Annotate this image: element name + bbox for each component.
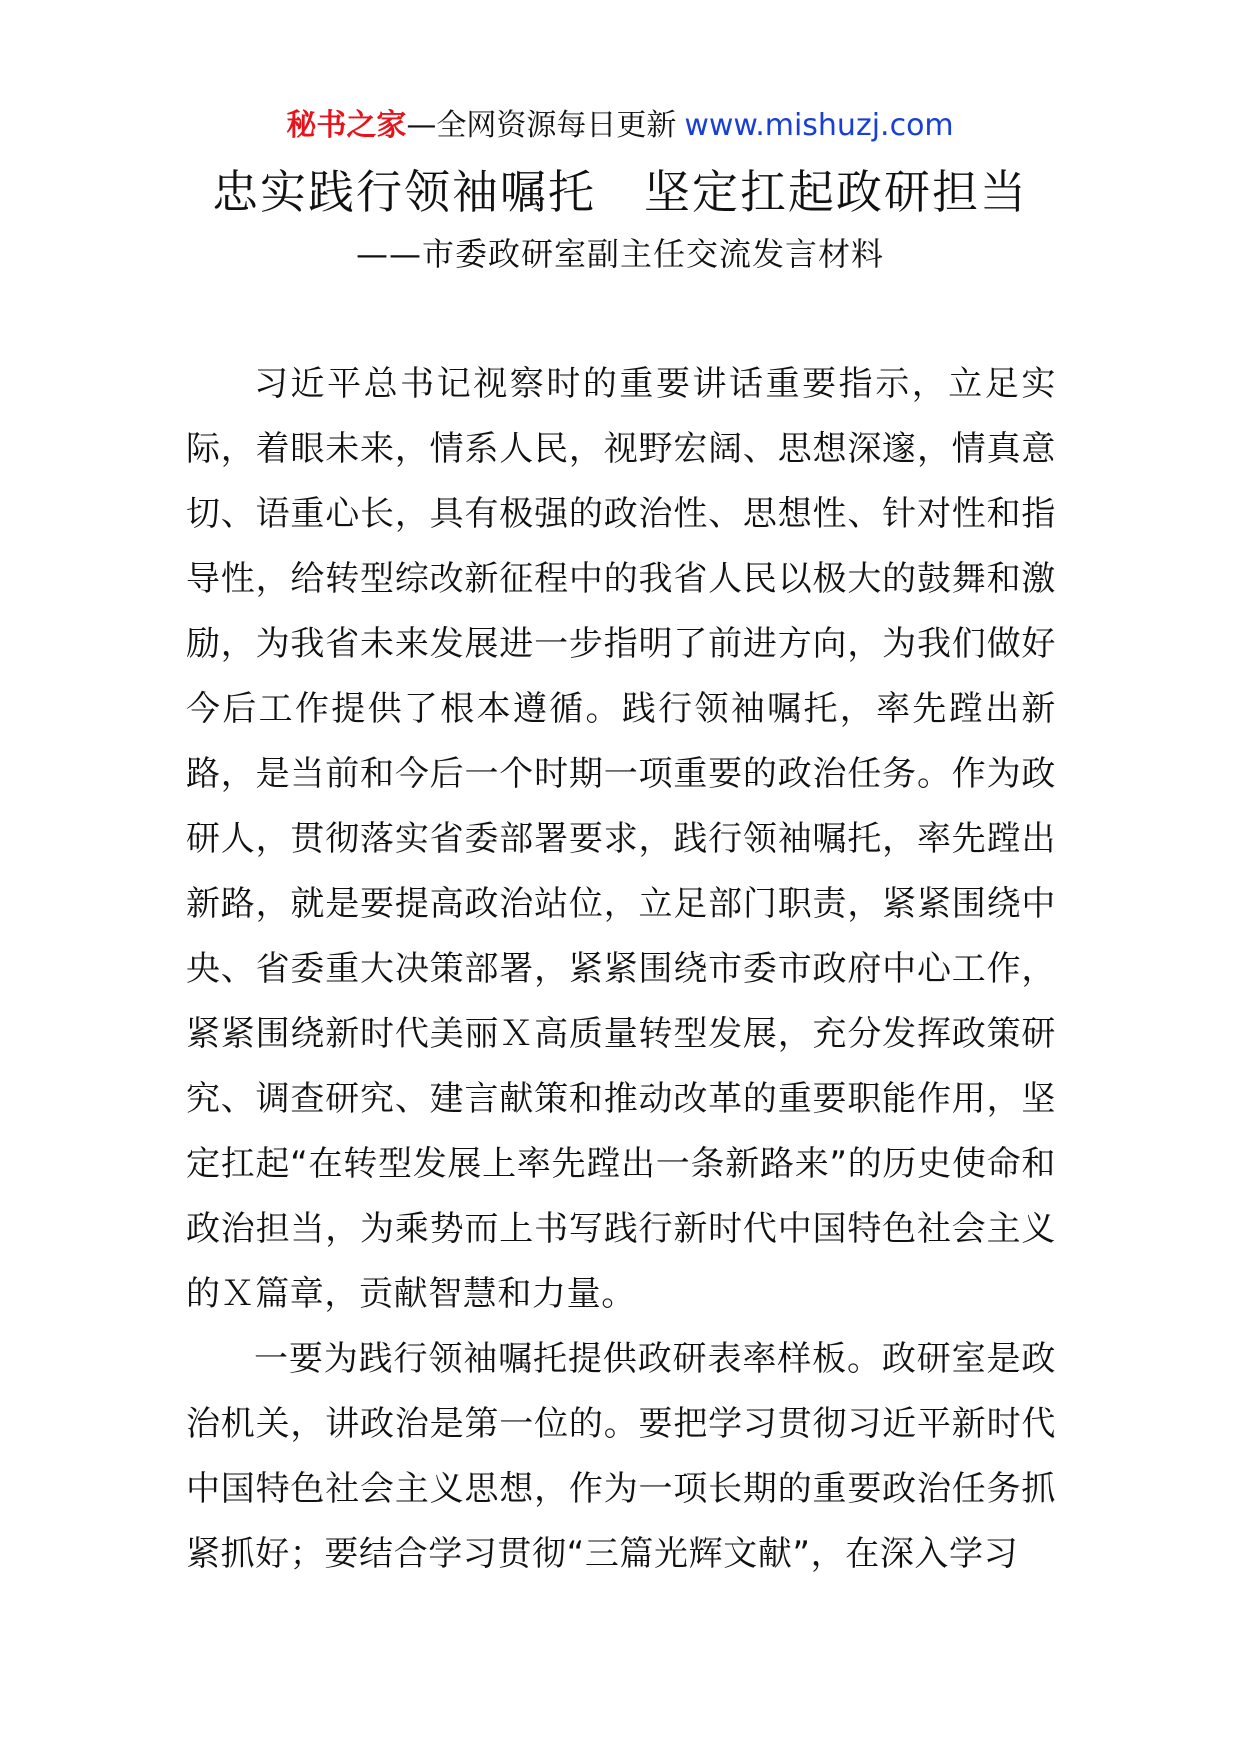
brand-name: 秘书之家 xyxy=(286,108,407,143)
body-paragraph: 习近平总书记视察时的重要讲话重要指示，立足实际，着眼未来，情系人民，视野宏阔、思想深邃，情真意切、语重心长，具有极强的政治性、思想性、针对性和指导性，给转型综改新征程中的我省人民以极大的鼓舞和激励，为我省未来发展进一步指明了前进方向，为我们做好今后工作提供了根本遵循。践行领袖嘱托，率先蹚出新路，是当前和今后一个时期一项重要的政治任务。作为政研人，贯彻落实省委部署要求，践行领袖嘱托，率先蹚出新路，就是要提高政治站位，立足部门职责，紧紧围绕中央、省委重大决策部署，紧紧围绕市委市政府中心工作，紧紧围绕新时代美丽Ｘ高质量转型发展，充分发挥政策研究、调查研究、建言献策和推动改革的重要职能作用，坚定扛起“在转型发展上率先蹚出一条新路来”的历史使命和政治担当，为乘势而上书写践行新时代中国特色社会主义的Ｘ篇章，贡献智慧和力量。 xyxy=(186,364,1056,1314)
header-tagline: —全网资源每日更新 xyxy=(406,108,677,143)
document-subtitle: ——市委政研室副主任交流发言材料 xyxy=(355,235,884,273)
site-header xyxy=(0,104,1240,148)
site-url-link[interactable]: www.mishuzj.com xyxy=(684,108,954,143)
document-title: 忠实践行领袖嘱托 坚定扛起政研担当 xyxy=(212,165,1028,219)
document-body xyxy=(186,352,1056,1587)
body-paragraph: 一要为践行领袖嘱托提供政研表率样板。政研室是政治机关，讲政治是第一位的。要把学习贯彻习近平新时代中国特色社会主义思想，作为一项长期的重要政治任务抓紧抓好；要结合学习贯彻“三篇光辉文献”，在深入学习 xyxy=(186,1339,1056,1574)
